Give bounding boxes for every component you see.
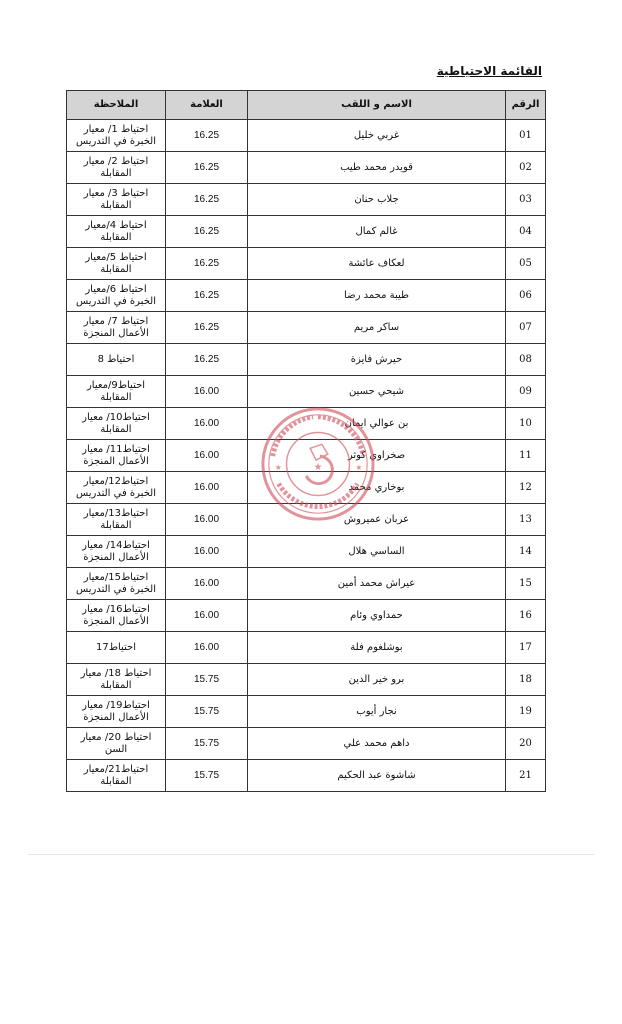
- table-header-row: [67, 91, 546, 120]
- row-note: احتياط21/معيار المقابلة: [67, 760, 166, 792]
- row-grade: 16.00: [166, 472, 248, 504]
- row-grade: 16.25: [166, 248, 248, 280]
- row-name: شيحي حسين: [248, 376, 506, 408]
- table-row: [67, 664, 546, 696]
- row-name: الساسي هلال: [248, 536, 506, 568]
- row-note: احتياط 1/ معيار الخبرة في التدريس: [67, 120, 166, 152]
- row-note: احتياط 3/ معيار المقابلة: [67, 184, 166, 216]
- row-number: 05: [506, 248, 546, 280]
- row-note: احتياط14/ معيار الأعمال المنجزة: [67, 536, 166, 568]
- table-row: [67, 632, 546, 664]
- row-grade: 16.25: [166, 216, 248, 248]
- table-row: [67, 248, 546, 280]
- row-name: حيرش فايزة: [248, 344, 506, 376]
- row-grade: 16.25: [166, 184, 248, 216]
- row-name: عيراش محمد أمين: [248, 568, 506, 600]
- row-name: حمداوي وئام: [248, 600, 506, 632]
- row-note: احتياط 20/ معيار السن: [67, 728, 166, 760]
- row-number: 04: [506, 216, 546, 248]
- row-note: احتياط 6/معيار الخبرة في التدريس: [67, 280, 166, 312]
- row-grade: 15.75: [166, 696, 248, 728]
- table-body: [67, 120, 546, 792]
- row-grade: 16.00: [166, 376, 248, 408]
- row-note: احتياط 5/معيار المقابلة: [67, 248, 166, 280]
- row-number: 11: [506, 440, 546, 472]
- row-grade: 16.00: [166, 440, 248, 472]
- table-row: [67, 696, 546, 728]
- row-grade: 15.75: [166, 728, 248, 760]
- table-row: [67, 376, 546, 408]
- row-number: 02: [506, 152, 546, 184]
- row-number: 15: [506, 568, 546, 600]
- table-row: [67, 344, 546, 376]
- page-title: القائمة الاحتياطية: [436, 64, 542, 78]
- table-row: [67, 152, 546, 184]
- row-number: 01: [506, 120, 546, 152]
- row-note: احتياط15/معيار الخبرة في التدريس: [67, 568, 166, 600]
- row-number: 19: [506, 696, 546, 728]
- row-number: 13: [506, 504, 546, 536]
- svg-text:★: ★: [313, 461, 323, 473]
- page-bottom-divider: [28, 854, 594, 855]
- row-number: 09: [506, 376, 546, 408]
- row-number: 12: [506, 472, 546, 504]
- row-name: نجار أيوب: [248, 696, 506, 728]
- table-row: [67, 504, 546, 536]
- row-name: عربان عميروش: [248, 504, 506, 536]
- header-note: الملاحظة: [67, 91, 166, 120]
- row-number: 16: [506, 600, 546, 632]
- row-name: طيبة محمد رضا: [248, 280, 506, 312]
- table-row: [67, 440, 546, 472]
- row-grade: 16.25: [166, 280, 248, 312]
- row-name: جلاب حنان: [248, 184, 506, 216]
- row-grade: 16.00: [166, 408, 248, 440]
- row-note: احتياط13/معيار المقابلة: [67, 504, 166, 536]
- table-row: [67, 408, 546, 440]
- row-note: احتياط 2/ معيار المقابلة: [67, 152, 166, 184]
- row-name: داهم محمد علي: [248, 728, 506, 760]
- row-name: بوشلغوم فلة: [248, 632, 506, 664]
- table-row: [67, 600, 546, 632]
- row-name: غالم كمال: [248, 216, 506, 248]
- row-name: صخراوي كوثر: [248, 440, 506, 472]
- row-number: 20: [506, 728, 546, 760]
- row-note: احتياط12/معيار الخبرة في التدريس: [67, 472, 166, 504]
- table-row: [67, 216, 546, 248]
- row-name: غربي خليل: [248, 120, 506, 152]
- row-grade: 16.25: [166, 120, 248, 152]
- table-row: [67, 568, 546, 600]
- row-note: احتياط 18/ معيار المقابلة: [67, 664, 166, 696]
- row-note: احتياط11/ معيار الأعمال المنجزة: [67, 440, 166, 472]
- row-number: 14: [506, 536, 546, 568]
- row-note: احتياط9/معيار المقابلة: [67, 376, 166, 408]
- table-row: [67, 536, 546, 568]
- table-row: [67, 120, 546, 152]
- row-note: احتياط 7/ معيار الأعمال المنجزة: [67, 312, 166, 344]
- row-number: 10: [506, 408, 546, 440]
- table-row: [67, 280, 546, 312]
- row-grade: 16.25: [166, 152, 248, 184]
- row-number: 17: [506, 632, 546, 664]
- reserve-list-table: [66, 90, 546, 792]
- row-number: 18: [506, 664, 546, 696]
- svg-text:★: ★: [274, 462, 282, 472]
- row-grade: 15.75: [166, 760, 248, 792]
- row-grade: 16.00: [166, 600, 248, 632]
- row-note: احتياط17: [67, 632, 166, 664]
- row-grade: 16.25: [166, 344, 248, 376]
- row-name: ساكر مريم: [248, 312, 506, 344]
- row-note: احتياط10/ معيار المقابلة: [67, 408, 166, 440]
- row-grade: 16.00: [166, 504, 248, 536]
- row-grade: 16.00: [166, 568, 248, 600]
- row-name: قويدر محمد طيب: [248, 152, 506, 184]
- row-note: احتياط16/ معيار الأعمال المنجزة: [67, 600, 166, 632]
- row-number: 08: [506, 344, 546, 376]
- row-number: 21: [506, 760, 546, 792]
- svg-text:★: ★: [355, 462, 363, 472]
- table-row: [67, 728, 546, 760]
- table-row: [67, 760, 546, 792]
- row-grade: 15.75: [166, 664, 248, 696]
- row-number: 07: [506, 312, 546, 344]
- row-name: شاشوة عبد الحكيم: [248, 760, 506, 792]
- table-row: [67, 472, 546, 504]
- header-grade: العلامة: [166, 91, 248, 120]
- row-name: بن عوالي ايمان: [248, 408, 506, 440]
- table-row: [67, 312, 546, 344]
- row-grade: 16.00: [166, 536, 248, 568]
- row-name: برو خير الدين: [248, 664, 506, 696]
- row-number: 06: [506, 280, 546, 312]
- row-grade: 16.00: [166, 632, 248, 664]
- row-note: احتياط 8: [67, 344, 166, 376]
- row-note: احتياط19/ معيار الأعمال المنجزة: [67, 696, 166, 728]
- row-name: بوخاري محمد: [248, 472, 506, 504]
- row-name: لعكاف عائشة: [248, 248, 506, 280]
- table-row: [67, 184, 546, 216]
- row-note: احتياط 4/معيار المقابلة: [67, 216, 166, 248]
- header-num: الرقم: [506, 91, 546, 120]
- row-number: 03: [506, 184, 546, 216]
- row-grade: 16.25: [166, 312, 248, 344]
- header-name: الاسم و اللقب: [248, 91, 506, 120]
